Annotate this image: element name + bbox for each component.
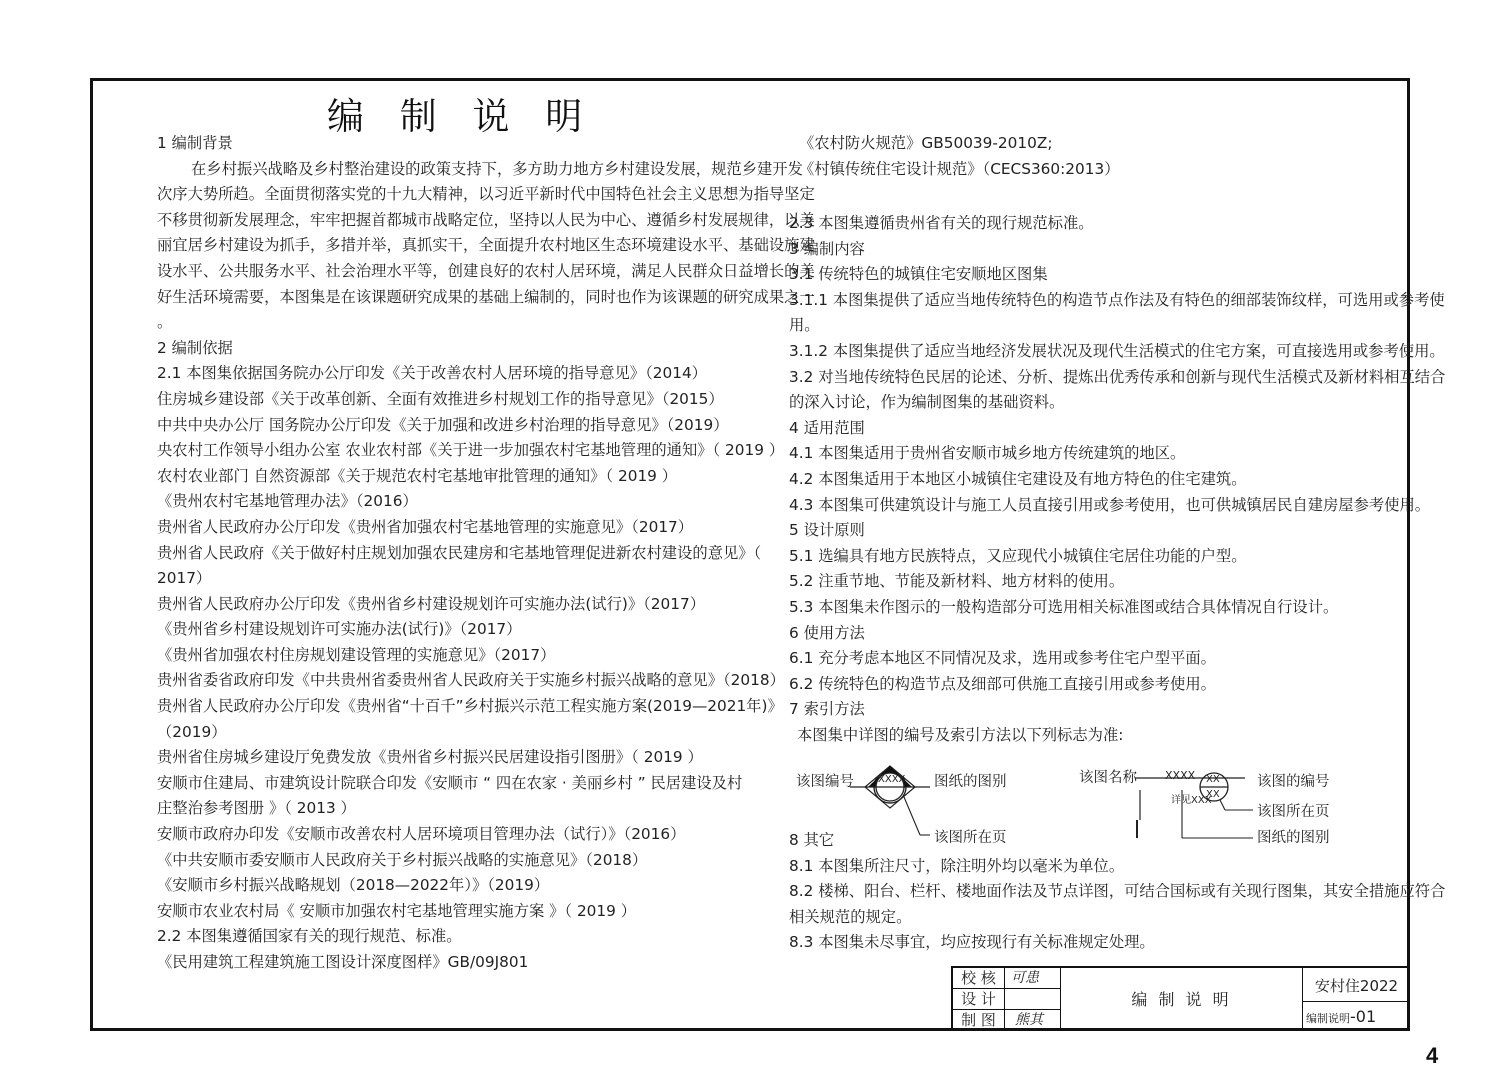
sheet-title: 编 制 说 明 (1061, 968, 1303, 1031)
text-line: 《中共安顺市委安顺市人民政府关于乡村振兴战略的实施意见》（2018） (157, 850, 648, 869)
text-line: 好生活环境需要，本图集是在该课题研究成果的基础上编制的，同时也作为该课题的研究成果之一 (157, 287, 815, 306)
text-line: 贵州省人民政府办公厅印发《贵州省“十百千”乡村振兴示范工程实施方案(2019—2021年)》 (157, 697, 783, 716)
circle-bottom-code: XX (1206, 789, 1220, 800)
sheet-code (1303, 1002, 1410, 1031)
text-line: 2.2 本图集遵循国家有关的现行规范、标准。 (157, 927, 462, 946)
text-line: 4 适用范围 (789, 418, 865, 437)
text-line: 中共中央办公厅 国务院办公厅印发《关于加强和改进乡村治理的指导意见》（2019） (157, 415, 729, 434)
text-line: 2.1 本图集依据国务院办公厅印发《关于改善农村人居环境的指导意见》（2014） (157, 364, 707, 383)
text-line: 《民用建筑工程建筑施工图设计深度图样》GB/09J801 (157, 953, 529, 971)
sheet-code-suffix: -01 (1350, 1007, 1377, 1026)
right-column-top (799, 131, 1379, 182)
text-line: 6.2 传统特色的构造节点及细部可供施工直接引用或参考使用。 (789, 674, 1216, 693)
text-line: 央农村工作领导小组办公室 农业农村部《关于进一步加强农村宅基地管理的通知》（ 2019 ） (157, 441, 785, 460)
text-line: 7 索引方法 (789, 700, 865, 719)
text-line: 贵州省人民政府办公厅印发《贵州省加强农村宅基地管理的实施意见》（2017） (157, 517, 694, 536)
text-line: 安顺市政府办印发《安顺市改善农村人居环境项目管理办法（试行）》（2016） (157, 825, 686, 844)
text-line: 2 编制依据 (157, 338, 233, 357)
text-line: 3 编制内容 (789, 239, 865, 258)
check-label: 校 核 (953, 968, 1005, 989)
text-line: 5.1 选编具有地方民族特点，又应现代小城镇住宅居住功能的户型。 (789, 546, 1247, 565)
label-sheet-category-right: 图纸的图别 (1257, 830, 1330, 846)
text-line: 5 设计原则 (789, 521, 865, 540)
name-code: XXXX (1165, 769, 1196, 782)
page-title: 编 制 说 明 (327, 95, 595, 138)
text-line: 住房城乡建设部《关于改革创新、全面有效推进乡村规划工作的指导意见》（2015） (157, 389, 724, 408)
text-line: 1 编制背景 (157, 134, 233, 152)
text-line: 相关规范的规定。 (789, 907, 912, 926)
text-line: 8.3 本图集未尽事宜，均应按现行有关标准规定处理。 (789, 933, 1155, 952)
text-line: 8 其它 (789, 831, 835, 849)
signature-check: 可患 (1005, 968, 1061, 989)
text-line: （2019） (157, 722, 227, 741)
text-line: 在乡村振兴战略及乡村整治建设的政策支持下，多方助力地方乡村建设发展，规范乡建开发 (191, 159, 803, 178)
text-line: 丽宜居乡村建设为抓手，多措并举，真抓实干，全面提升农村地区生态环境建设水平、基础设施建 (157, 236, 815, 255)
text-line: 。 (157, 313, 173, 332)
text-line: 6.1 充分考虑本地区不同情况及求，选用或参考住宅户型平面。 (789, 649, 1216, 668)
text-line: 3.2 对当地传统特色民居的论述、分析、提炼出优秀传承和创新与现代生活模式及新材料相互结合 (789, 367, 1446, 386)
text-line: 贵州省住房城乡建设厅免费发放《贵州省乡村振兴民居建设指引图册》（ 2019 ） (157, 748, 703, 767)
text-line: 设水平、公共服务水平、社会治理水平等，创建良好的农村人居环境，满足人民群众日益增长的美 (157, 261, 815, 280)
text-line: 本图集中详图的编号及索引方法以下列标志为准: (797, 725, 1124, 744)
text-line: 《村镇传统住宅设计规范》（CECS360:2013） (799, 159, 1120, 178)
text-line: 2017） (157, 569, 212, 588)
draw-label: 制 图 (953, 1010, 1005, 1031)
text-line: 3.1.1 本图集提供了适应当地传统特色的构造节点作法及有特色的细部装饰纹样，可选用或参考使 (789, 290, 1445, 309)
text-line: 3.1.2 本图集提供了适应当地经济发展状况及现代生活模式的住宅方案，可直接选用或参考使用。 (789, 341, 1445, 360)
text-line: 农村农业部门 自然资源部《关于规范农村宅基地审批管理的通知》（ 2019 ） (157, 466, 678, 485)
label-figure-page: 该图所在页 (934, 830, 1007, 846)
right-column (789, 211, 1446, 748)
text-line: 安顺市农业农村局《 安顺市加强农村宅基地管理实施方案 》（ 2019 ） (157, 901, 637, 920)
signature-design (1005, 989, 1061, 1010)
text-line: 安顺市住建局、市建筑设计院联合印发《安顺市 “ 四在农家 · 美丽乡村 ” 民居建设及村 (157, 773, 743, 792)
text-line: 5.3 本图集未作图示的一般构造部分可选用相关标准图或结合具体情况自行设计。 (789, 597, 1339, 616)
label-sheet-category: 图纸的图别 (934, 774, 1007, 790)
label-figure-number-right: 该图的编号 (1257, 774, 1330, 790)
text-line: 4.1 本图集适用于贵州省安顺市城乡地方传统建筑的地区。 (789, 444, 1186, 463)
text-line: 《贵州农村宅基地管理办法》（2016） (157, 492, 418, 511)
sheet-code-prefix: 编制说明 (1306, 1012, 1350, 1025)
detail-code: 详见XXX (1171, 795, 1212, 806)
text-line: 次序大势所趋。全面贯彻落实党的十九大精神，以习近平新时代中国特色社会主义思想为指导坚定 (157, 185, 815, 204)
atlas-code: 安村住2022 (1303, 968, 1410, 1002)
text-line: 3.1 传统特色的城镇住宅安顺地区图集 (789, 265, 1048, 284)
design-label: 设 计 (953, 989, 1005, 1010)
title-block (951, 966, 1410, 1031)
circle-top-code: XX (1206, 774, 1220, 785)
text-line: 4.2 本图集适用于本地区小城镇住宅建设及有地方特色的住宅建筑。 (789, 469, 1247, 488)
text-line: 5.2 注重节地、节能及新材料、地方材料的使用。 (789, 572, 1125, 591)
text-line: 贵州省人民政府《关于做好村庄规划加强农民建房和宅基地管理促进新农村建设的意见》（ (157, 543, 762, 562)
text-line: 的深入讨论，作为编制图集的基础资料。 (789, 393, 1065, 412)
text-line: 4.3 本图集可供建筑设计与施工人员直接引用或参考使用，也可供城镇居民自建房屋参考使用。 (789, 495, 1431, 514)
signature-draw: 熊其 (1005, 1010, 1061, 1031)
text-line: 《贵州省乡村建设规划许可实施办法(试行)》（2017） (157, 620, 522, 639)
text-line: 2.3 本图集遵循贵州省有关的现行规范标准。 (789, 214, 1094, 232)
text-line: 不移贯彻新发展理念，牢牢把握首都城市战略定位，坚持以人民为中心、遵循乡村发展规律，以美 (157, 210, 815, 229)
text-line: 《农村防火规范》GB50039-2010Z; (799, 134, 1053, 152)
text-line: 《贵州省加强农村住房规划建设管理的实施意见》（2017） (157, 645, 556, 664)
text-line: 用。 (789, 316, 820, 335)
label-figure-name: 该图名称 (1079, 770, 1137, 786)
text-line: 贵州省委省政府印发《中共贵州省委贵州省人民政府关于实施乡村振兴战略的意见》（2018） (157, 671, 785, 690)
text-line: 6 使用方法 (789, 623, 865, 642)
label-figure-number: 该图编号 (796, 774, 854, 790)
text-line: 《安顺市乡村振兴战略规划（2018—2022年）》（2019） (157, 876, 550, 895)
text-line: 8.1 本图集所注尺寸，除注明外均以毫米为单位。 (789, 856, 1125, 875)
text-line: 贵州省人民政府办公厅印发《贵州省乡村建设规划许可实施办法(试行)》（2017） (157, 594, 706, 613)
text-line: 8.2 楼梯、阳台、栏杆、楼地面作法及节点详图，可结合国标或有关现行图集，其安全措施应符合 (789, 882, 1446, 901)
code-xxxx: XXXX (878, 774, 906, 785)
label-figure-page-right: 该图所在页 (1257, 804, 1330, 820)
page-number: 4 (1426, 1043, 1439, 1068)
text-line: 庄整治参考图册 》（ 2013 ） (157, 799, 356, 818)
right-column-bottom (789, 828, 1446, 956)
